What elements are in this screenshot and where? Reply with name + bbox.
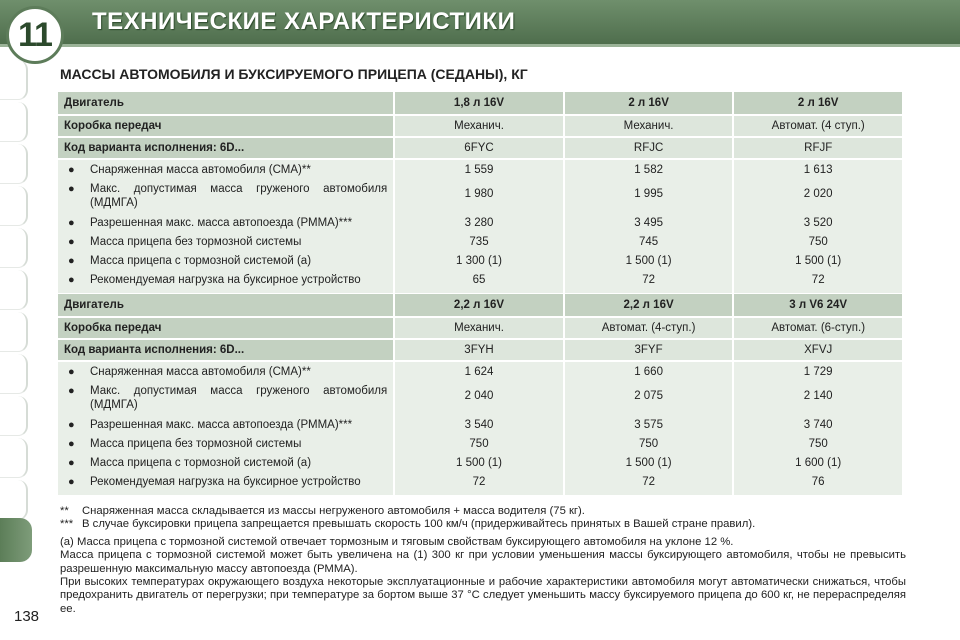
mass-body-row xyxy=(58,160,902,293)
footnote-mark: ** xyxy=(60,505,69,517)
engine-label: Двигатель xyxy=(58,92,393,114)
footnotes xyxy=(60,505,906,616)
mass-value: 735 xyxy=(469,236,489,248)
variant-label: Код варианта исполнения: 6D... xyxy=(58,340,393,360)
list-item: ● Макс. допустимая масса груженого автомобиля (МДМГА) xyxy=(68,385,388,411)
mass-value: 2 020 xyxy=(803,188,833,200)
mass-value: 745 xyxy=(639,236,659,248)
engine-value: 2,2 л 16V xyxy=(565,294,733,316)
mass-value: 1 559 xyxy=(464,164,494,176)
variant-code: 6FYC xyxy=(395,138,563,158)
variant-code: RFJF xyxy=(734,138,902,158)
mass-value: 65 xyxy=(472,274,486,286)
note-paragraph: Масса прицепа с тормозной системой может быть увеличена на (1) 300 кг при условии уменьшения массы буксирующего автомобиля, чтобы не превысить разрешенную максимальную массу автопоезда (РММА). xyxy=(60,549,906,575)
engine-row xyxy=(58,92,902,114)
mass-value: 1 600 (1) xyxy=(795,457,842,469)
variant-row xyxy=(58,340,902,360)
mass-value: 1 995 xyxy=(634,188,663,200)
mass-value: 1 729 xyxy=(803,366,833,378)
mass-value: 750 xyxy=(638,438,659,450)
mass-items-cell xyxy=(58,362,393,495)
variant-row xyxy=(58,138,902,158)
gearbox-value: Автомат. (4 ступ.) xyxy=(734,116,902,136)
gearbox-value: Механич. xyxy=(565,116,733,136)
side-tab[interactable] xyxy=(0,228,28,268)
mass-value: 72 xyxy=(472,476,486,488)
gearbox-row xyxy=(58,318,902,338)
mass-value: 3 495 xyxy=(634,217,663,229)
list-item: ● Рекомендуемая нагрузка на буксирное устройство xyxy=(68,274,361,286)
engine-value: 1,8 л 16V xyxy=(395,92,563,114)
list-item: ● Масса прицепа без тормозной системы xyxy=(68,236,302,248)
header-underline xyxy=(0,44,960,47)
chapter-badge xyxy=(6,6,64,64)
mass-value: 1 613 xyxy=(803,164,833,176)
mass-value: 1 980 xyxy=(464,188,494,200)
mass-value: 2 075 xyxy=(634,390,663,402)
note-paragraph: При высоких температурах окружающего воздуха некоторые эксплуатационные и рабочие характеристики автомобиля могут автоматически снижаться, чтобы предохранить двигатель от перегрузки; при температуре за бортом выше 37 °С следует уменьшить массу буксируемого прицепа до 600 кг, не перераспределяя ее. xyxy=(60,576,906,615)
gearbox-value: Механич. xyxy=(395,116,563,136)
mass-body-row xyxy=(58,362,902,495)
variant-code: 3FYF xyxy=(565,340,733,360)
mass-value: 1 660 xyxy=(634,366,663,378)
note-paragraph: (а) Масса прицепа с тормозной системой отвечает тормозным и тяговым свойствам буксирующего автомобиля на уклоне 12 %. xyxy=(60,535,734,548)
side-tab[interactable] xyxy=(0,480,28,520)
mass-values-cell xyxy=(395,362,563,495)
list-item: ● Рекомендуемая нагрузка на буксирное устройство xyxy=(68,476,361,488)
footnote-text: В случае буксировки прицепа запрещается превышать скорость 100 км/ч (придерживайтесь принятых в Вашей стране правил). xyxy=(82,518,756,531)
list-item: ● Масса прицепа без тормозной системы xyxy=(68,438,302,450)
mass-value: 72 xyxy=(811,274,825,286)
page-title: ТЕХНИЧЕСКИЕ ХАРАКТЕРИСТИКИ xyxy=(92,8,516,35)
list-item: ● Снаряженная масса автомобиля (СМА)** xyxy=(68,366,311,378)
mass-values-cell xyxy=(565,362,733,495)
mass-value: 2 040 xyxy=(464,390,494,402)
mass-value: 3 520 xyxy=(803,217,833,229)
footnote xyxy=(60,518,906,531)
mass-values-cell xyxy=(565,160,733,293)
side-tab[interactable] xyxy=(0,144,28,184)
page-number: 138 xyxy=(14,608,40,625)
mass-value: 1 500 (1) xyxy=(455,457,503,469)
side-tab[interactable] xyxy=(0,438,28,478)
mass-value: 1 500 (1) xyxy=(795,255,842,267)
variant-code: 3FYH xyxy=(395,340,563,360)
gearbox-value: Автомат. (6-ступ.) xyxy=(734,318,902,338)
mass-value: 3 540 xyxy=(464,419,494,431)
mass-items-cell xyxy=(58,160,393,293)
side-tab[interactable] xyxy=(0,102,28,142)
variant-label: Код варианта исполнения: 6D... xyxy=(58,138,393,158)
side-tab[interactable] xyxy=(0,60,28,100)
engine-value: 2 л 16V xyxy=(565,92,733,114)
chapter-side-tabs xyxy=(0,60,40,565)
mass-values-cell xyxy=(734,160,902,293)
mass-values-cell xyxy=(734,362,902,495)
mass-value: 3 740 xyxy=(803,419,833,431)
engine-value: 2,2 л 16V xyxy=(395,294,563,316)
mass-value: 1 624 xyxy=(464,366,494,378)
mass-value: 1 500 (1) xyxy=(625,255,672,267)
gearbox-label: Коробка передач xyxy=(58,318,393,338)
gearbox-label: Коробка передач xyxy=(58,116,393,136)
mass-value: 1 582 xyxy=(634,164,663,176)
mass-value: 750 xyxy=(808,438,828,450)
mass-table-1 xyxy=(56,90,904,295)
notes-paragraphs xyxy=(60,536,906,616)
mass-table-2 xyxy=(56,292,904,497)
engine-value: 3 л V6 24V xyxy=(734,294,902,316)
list-item: ● Макс. допустимая масса груженого автомобиля (МДМГА) xyxy=(68,183,388,209)
side-tab-active[interactable] xyxy=(0,518,32,562)
footnote-text: Снаряженная масса складывается из массы негруженого автомобиля + масса водителя (75 кг). xyxy=(82,505,585,517)
gearbox-value: Автомат. (4-ступ.) xyxy=(565,318,733,338)
list-item: ● Разрешенная макс. масса автопоезда (РММА)*** xyxy=(68,217,353,229)
side-tab[interactable] xyxy=(0,270,28,310)
mass-value: 750 xyxy=(469,438,489,450)
mass-value: 750 xyxy=(808,236,828,248)
mass-value: 72 xyxy=(642,274,655,286)
section-title: МАССЫ АВТОМОБИЛЯ И БУКСИРУЕМОГО ПРИЦЕПА (СЕДАНЫ), КГ xyxy=(60,66,528,82)
footnote-mark: *** xyxy=(60,518,74,531)
mass-value: 72 xyxy=(642,476,655,488)
side-tab[interactable] xyxy=(0,396,28,436)
mass-value: 3 575 xyxy=(634,419,663,431)
engine-row xyxy=(58,294,902,316)
mass-value: 1 500 (1) xyxy=(625,457,672,469)
mass-value: 1 300 (1) xyxy=(455,255,503,267)
side-tab[interactable] xyxy=(0,186,28,226)
engine-value: 2 л 16V xyxy=(734,92,902,114)
list-item: ● Масса прицепа с тормозной системой (а) xyxy=(68,457,312,469)
mass-value: 76 xyxy=(811,476,825,488)
mass-value: 2 140 xyxy=(803,390,833,402)
gearbox-value: Механич. xyxy=(395,318,563,338)
variant-code: XFVJ xyxy=(734,340,902,360)
mass-values-cell xyxy=(395,160,563,293)
list-item: ● Разрешенная макс. масса автопоезда (РММА)*** xyxy=(68,419,353,431)
footnote xyxy=(60,505,906,518)
engine-label: Двигатель xyxy=(58,294,393,316)
chapter-number: 11 xyxy=(18,15,52,54)
list-item: ● Масса прицепа с тормозной системой (а) xyxy=(68,255,312,267)
mass-value: 3 280 xyxy=(464,217,494,229)
variant-code: RFJC xyxy=(565,138,733,158)
gearbox-row xyxy=(58,116,902,136)
side-tab[interactable] xyxy=(0,354,28,394)
list-item: ● Снаряженная масса автомобиля (СМА)** xyxy=(68,164,311,176)
side-tab[interactable] xyxy=(0,312,28,352)
